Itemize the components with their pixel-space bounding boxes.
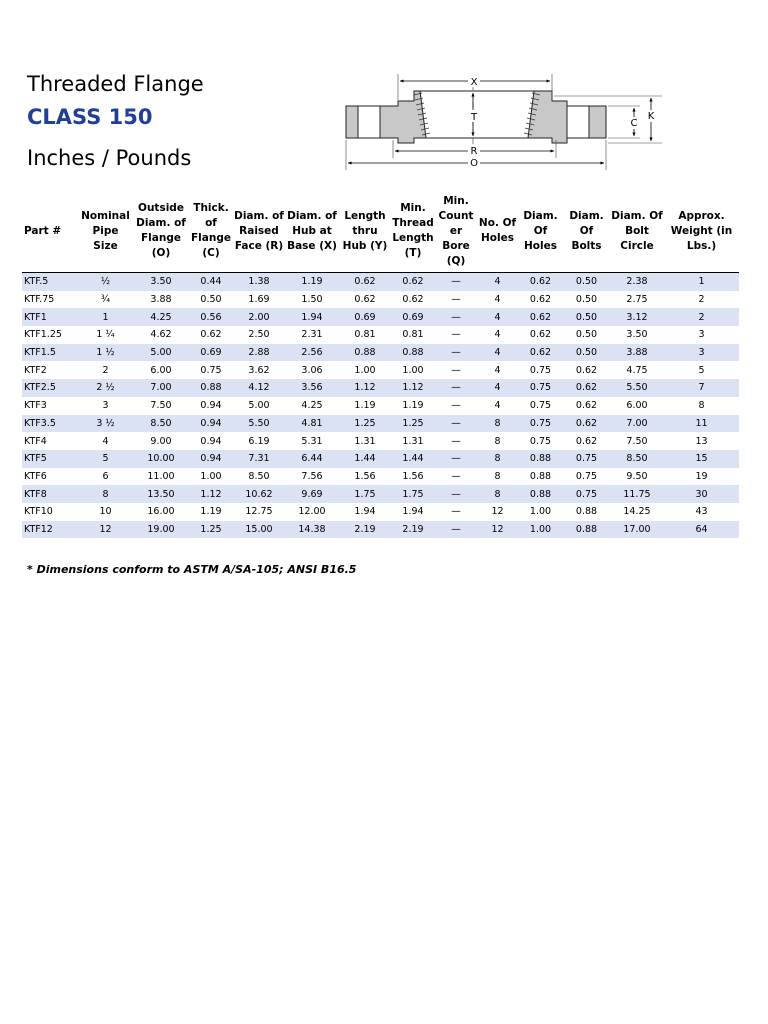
cell-part-number: KTF8 xyxy=(22,485,78,503)
cell-bolt-circle-diameter: 2.38 xyxy=(610,273,664,291)
cell-min-thread-length: 0.69 xyxy=(391,308,435,326)
cell-part-number: KTF3 xyxy=(22,397,78,415)
cell-nominal-pipe-size: 10 xyxy=(78,503,133,521)
cell-min-counter-bore: — xyxy=(435,344,477,362)
cell-min-counter-bore: — xyxy=(435,450,477,468)
footnote: * Dimensions conform to ASTM A/SA-105; ANSI B16.5 xyxy=(27,563,357,576)
label-x: X xyxy=(470,77,478,88)
cell-thickness: 0.44 xyxy=(189,273,233,291)
cell-nominal-pipe-size: 5 xyxy=(78,450,133,468)
cell-min-counter-bore: — xyxy=(435,273,477,291)
cell-thickness: 1.00 xyxy=(189,468,233,486)
cell-approx-weight: 13 xyxy=(664,432,739,450)
cell-min-thread-length: 1.12 xyxy=(391,379,435,397)
cell-number-of-holes: 4 xyxy=(477,308,518,326)
cell-bolt-circle-diameter: 14.25 xyxy=(610,503,664,521)
cell-min-thread-length: 1.25 xyxy=(391,415,435,433)
cell-hole-diameter: 0.75 xyxy=(518,379,563,397)
cell-outside-diameter: 16.00 xyxy=(133,503,189,521)
cell-hub-base-diameter: 1.50 xyxy=(285,291,339,309)
cell-min-counter-bore: — xyxy=(435,397,477,415)
cell-hub-base-diameter: 3.06 xyxy=(285,361,339,379)
cell-approx-weight: 2 xyxy=(664,291,739,309)
cell-hole-diameter: 0.62 xyxy=(518,326,563,344)
class-label: CLASS 150 xyxy=(27,105,153,129)
cell-min-thread-length: 1.94 xyxy=(391,503,435,521)
cell-approx-weight: 7 xyxy=(664,379,739,397)
cell-thickness: 1.12 xyxy=(189,485,233,503)
cell-bolt-diameter: 0.62 xyxy=(563,397,610,415)
cell-bolt-circle-diameter: 7.50 xyxy=(610,432,664,450)
table-row xyxy=(22,485,739,503)
cell-min-thread-length: 0.81 xyxy=(391,326,435,344)
cell-length-thru-hub: 1.12 xyxy=(339,379,391,397)
cell-hub-base-diameter: 9.69 xyxy=(285,485,339,503)
label-r: R xyxy=(470,146,478,157)
cell-thickness: 0.94 xyxy=(189,450,233,468)
cell-outside-diameter: 4.25 xyxy=(133,308,189,326)
header-min-counter-bore: Min. Count er Bore (Q) xyxy=(435,193,477,273)
header-bolt-circle-diameter: Diam. Of Bolt Circle xyxy=(610,193,664,273)
cell-nominal-pipe-size: 8 xyxy=(78,485,133,503)
cell-hub-base-diameter: 1.19 xyxy=(285,273,339,291)
header-bolt-diameter: Diam. Of Bolts xyxy=(563,193,610,273)
header-nominal-pipe-size: Nominal Pipe Size xyxy=(78,193,133,273)
cell-raised-face-diameter: 2.50 xyxy=(233,326,285,344)
cell-outside-diameter: 19.00 xyxy=(133,521,189,539)
cell-min-counter-bore: — xyxy=(435,326,477,344)
cell-bolt-diameter: 0.88 xyxy=(563,521,610,539)
cell-length-thru-hub: 2.19 xyxy=(339,521,391,539)
cell-length-thru-hub: 0.88 xyxy=(339,344,391,362)
cell-approx-weight: 3 xyxy=(664,344,739,362)
cell-nominal-pipe-size: 2 ½ xyxy=(78,379,133,397)
header-raised-face-diameter: Diam. of Raised Face (R) xyxy=(233,193,285,273)
cell-part-number: KTF.75 xyxy=(22,291,78,309)
cell-hole-diameter: 0.75 xyxy=(518,432,563,450)
cell-part-number: KTF4 xyxy=(22,432,78,450)
cell-min-counter-bore: — xyxy=(435,379,477,397)
table-row xyxy=(22,521,739,539)
cell-nominal-pipe-size: 4 xyxy=(78,432,133,450)
cell-bolt-diameter: 0.62 xyxy=(563,432,610,450)
label-k: K xyxy=(647,111,655,122)
cell-bolt-circle-diameter: 5.50 xyxy=(610,379,664,397)
cell-nominal-pipe-size: 1 ½ xyxy=(78,344,133,362)
cell-bolt-circle-diameter: 3.50 xyxy=(610,326,664,344)
cell-approx-weight: 15 xyxy=(664,450,739,468)
cell-bolt-diameter: 0.62 xyxy=(563,415,610,433)
cell-number-of-holes: 8 xyxy=(477,432,518,450)
cell-outside-diameter: 4.62 xyxy=(133,326,189,344)
cell-bolt-circle-diameter: 3.88 xyxy=(610,344,664,362)
cell-min-counter-bore: — xyxy=(435,432,477,450)
cell-min-thread-length: 0.62 xyxy=(391,273,435,291)
cell-nominal-pipe-size: ½ xyxy=(78,273,133,291)
table-row xyxy=(22,397,739,415)
cell-hole-diameter: 0.62 xyxy=(518,308,563,326)
cell-raised-face-diameter: 8.50 xyxy=(233,468,285,486)
cell-raised-face-diameter: 6.19 xyxy=(233,432,285,450)
cell-number-of-holes: 4 xyxy=(477,361,518,379)
cell-length-thru-hub: 1.56 xyxy=(339,468,391,486)
cell-thickness: 0.94 xyxy=(189,432,233,450)
cell-raised-face-diameter: 4.12 xyxy=(233,379,285,397)
header-part-number: Part # xyxy=(22,193,78,273)
cell-outside-diameter: 10.00 xyxy=(133,450,189,468)
cell-thickness: 0.88 xyxy=(189,379,233,397)
cell-length-thru-hub: 1.44 xyxy=(339,450,391,468)
cell-outside-diameter: 7.50 xyxy=(133,397,189,415)
cell-min-counter-bore: — xyxy=(435,485,477,503)
cell-number-of-holes: 8 xyxy=(477,450,518,468)
cell-raised-face-diameter: 12.75 xyxy=(233,503,285,521)
cell-min-thread-length: 1.19 xyxy=(391,397,435,415)
cell-hub-base-diameter: 4.81 xyxy=(285,415,339,433)
cell-bolt-diameter: 0.75 xyxy=(563,485,610,503)
cell-bolt-circle-diameter: 7.00 xyxy=(610,415,664,433)
flange-spec-table xyxy=(22,193,739,538)
cell-number-of-holes: 8 xyxy=(477,485,518,503)
cell-outside-diameter: 13.50 xyxy=(133,485,189,503)
table-row xyxy=(22,503,739,521)
cell-hub-base-diameter: 12.00 xyxy=(285,503,339,521)
cell-nominal-pipe-size: 2 xyxy=(78,361,133,379)
cell-approx-weight: 11 xyxy=(664,415,739,433)
bolt-hole-right xyxy=(567,106,589,138)
cell-bolt-circle-diameter: 3.12 xyxy=(610,308,664,326)
cell-part-number: KTF.5 xyxy=(22,273,78,291)
cell-min-counter-bore: — xyxy=(435,503,477,521)
header-hole-diameter: Diam. Of Holes xyxy=(518,193,563,273)
cell-raised-face-diameter: 15.00 xyxy=(233,521,285,539)
cell-outside-diameter: 6.00 xyxy=(133,361,189,379)
cell-bolt-circle-diameter: 8.50 xyxy=(610,450,664,468)
cell-part-number: KTF1 xyxy=(22,308,78,326)
cell-min-thread-length: 1.00 xyxy=(391,361,435,379)
cell-raised-face-diameter: 2.88 xyxy=(233,344,285,362)
cell-outside-diameter: 3.88 xyxy=(133,291,189,309)
table-row xyxy=(22,450,739,468)
cell-length-thru-hub: 0.81 xyxy=(339,326,391,344)
cell-outside-diameter: 5.00 xyxy=(133,344,189,362)
cell-bolt-diameter: 0.50 xyxy=(563,308,610,326)
cell-part-number: KTF6 xyxy=(22,468,78,486)
table-row xyxy=(22,432,739,450)
cell-nominal-pipe-size: 3 xyxy=(78,397,133,415)
cell-approx-weight: 3 xyxy=(664,326,739,344)
cell-hole-diameter: 0.88 xyxy=(518,468,563,486)
cell-min-thread-length: 0.62 xyxy=(391,291,435,309)
table-row xyxy=(22,415,739,433)
cell-thickness: 0.94 xyxy=(189,415,233,433)
cell-approx-weight: 30 xyxy=(664,485,739,503)
cell-part-number: KTF2 xyxy=(22,361,78,379)
header-outside-diameter: Outside Diam. of Flange (O) xyxy=(133,193,189,273)
header-thickness: Thick. of Flange (C) xyxy=(189,193,233,273)
cell-hub-base-diameter: 2.31 xyxy=(285,326,339,344)
cell-part-number: KTF3.5 xyxy=(22,415,78,433)
cell-number-of-holes: 4 xyxy=(477,273,518,291)
cell-hole-diameter: 0.88 xyxy=(518,485,563,503)
cell-part-number: KTF1.5 xyxy=(22,344,78,362)
cell-hub-base-diameter: 2.56 xyxy=(285,344,339,362)
cell-approx-weight: 8 xyxy=(664,397,739,415)
cell-raised-face-diameter: 10.62 xyxy=(233,485,285,503)
cell-length-thru-hub: 0.62 xyxy=(339,273,391,291)
cell-min-thread-length: 1.31 xyxy=(391,432,435,450)
cell-min-counter-bore: — xyxy=(435,308,477,326)
cell-bolt-diameter: 0.75 xyxy=(563,468,610,486)
cell-hub-base-diameter: 14.38 xyxy=(285,521,339,539)
cell-bolt-diameter: 0.50 xyxy=(563,291,610,309)
cell-bolt-diameter: 0.88 xyxy=(563,503,610,521)
cell-min-thread-length: 1.75 xyxy=(391,485,435,503)
cell-thickness: 0.56 xyxy=(189,308,233,326)
table-row xyxy=(22,344,739,362)
cell-approx-weight: 1 xyxy=(664,273,739,291)
cell-bolt-diameter: 0.50 xyxy=(563,344,610,362)
cell-approx-weight: 2 xyxy=(664,308,739,326)
table-body xyxy=(22,273,739,539)
cell-bolt-diameter: 0.62 xyxy=(563,361,610,379)
header-number-of-holes: No. Of Holes xyxy=(477,193,518,273)
cell-min-counter-bore: — xyxy=(435,521,477,539)
cell-bolt-diameter: 0.50 xyxy=(563,273,610,291)
cell-approx-weight: 43 xyxy=(664,503,739,521)
cell-number-of-holes: 4 xyxy=(477,397,518,415)
cell-thickness: 0.50 xyxy=(189,291,233,309)
cell-length-thru-hub: 0.62 xyxy=(339,291,391,309)
cell-number-of-holes: 8 xyxy=(477,468,518,486)
cell-hole-diameter: 0.75 xyxy=(518,361,563,379)
cell-nominal-pipe-size: 1 xyxy=(78,308,133,326)
header-hub-base-diameter: Diam. of Hub at Base (X) xyxy=(285,193,339,273)
cell-raised-face-diameter: 5.50 xyxy=(233,415,285,433)
label-o: O xyxy=(470,158,478,169)
cell-hole-diameter: 0.75 xyxy=(518,415,563,433)
cell-bolt-circle-diameter: 4.75 xyxy=(610,361,664,379)
page-title: Threaded Flange xyxy=(27,72,204,96)
cell-thickness: 0.94 xyxy=(189,397,233,415)
cell-thickness: 1.25 xyxy=(189,521,233,539)
cell-min-thread-length: 1.44 xyxy=(391,450,435,468)
cell-nominal-pipe-size: 6 xyxy=(78,468,133,486)
cell-number-of-holes: 12 xyxy=(477,521,518,539)
cell-hole-diameter: 0.62 xyxy=(518,273,563,291)
cell-hole-diameter: 0.62 xyxy=(518,344,563,362)
cell-part-number: KTF10 xyxy=(22,503,78,521)
cell-length-thru-hub: 1.00 xyxy=(339,361,391,379)
table-header-row xyxy=(22,193,739,273)
cell-part-number: KTF2.5 xyxy=(22,379,78,397)
cell-part-number: KTF1.25 xyxy=(22,326,78,344)
cell-number-of-holes: 4 xyxy=(477,379,518,397)
header-approx-weight: Approx. Weight (in Lbs.) xyxy=(664,193,739,273)
cell-thickness: 0.75 xyxy=(189,361,233,379)
cell-min-counter-bore: — xyxy=(435,415,477,433)
cell-hole-diameter: 0.62 xyxy=(518,291,563,309)
cell-outside-diameter: 8.50 xyxy=(133,415,189,433)
cell-hub-base-diameter: 4.25 xyxy=(285,397,339,415)
cell-length-thru-hub: 0.69 xyxy=(339,308,391,326)
cell-length-thru-hub: 1.19 xyxy=(339,397,391,415)
flange-cross-section-diagram xyxy=(340,72,665,172)
units-label: Inches / Pounds xyxy=(27,146,192,170)
cell-length-thru-hub: 1.75 xyxy=(339,485,391,503)
cell-number-of-holes: 8 xyxy=(477,415,518,433)
cell-bolt-circle-diameter: 9.50 xyxy=(610,468,664,486)
cell-hole-diameter: 1.00 xyxy=(518,503,563,521)
cell-number-of-holes: 12 xyxy=(477,503,518,521)
label-t: T xyxy=(470,112,478,123)
bolt-hole-left xyxy=(358,106,380,138)
cell-bolt-circle-diameter: 17.00 xyxy=(610,521,664,539)
cell-raised-face-diameter: 7.31 xyxy=(233,450,285,468)
cell-approx-weight: 19 xyxy=(664,468,739,486)
cell-nominal-pipe-size: ¾ xyxy=(78,291,133,309)
cell-hub-base-diameter: 3.56 xyxy=(285,379,339,397)
cell-approx-weight: 64 xyxy=(664,521,739,539)
cell-bolt-diameter: 0.75 xyxy=(563,450,610,468)
cell-raised-face-diameter: 1.69 xyxy=(233,291,285,309)
cell-min-counter-bore: — xyxy=(435,291,477,309)
cell-hub-base-diameter: 6.44 xyxy=(285,450,339,468)
cell-min-thread-length: 1.56 xyxy=(391,468,435,486)
cell-hole-diameter: 1.00 xyxy=(518,521,563,539)
cell-number-of-holes: 4 xyxy=(477,326,518,344)
cell-thickness: 0.69 xyxy=(189,344,233,362)
table-row xyxy=(22,379,739,397)
cell-min-thread-length: 0.88 xyxy=(391,344,435,362)
cell-hole-diameter: 0.75 xyxy=(518,397,563,415)
cell-min-thread-length: 2.19 xyxy=(391,521,435,539)
cell-thickness: 0.62 xyxy=(189,326,233,344)
table-row xyxy=(22,468,739,486)
cell-nominal-pipe-size: 3 ½ xyxy=(78,415,133,433)
table-row xyxy=(22,361,739,379)
header-length-thru-hub: Length thru Hub (Y) xyxy=(339,193,391,273)
cell-outside-diameter: 11.00 xyxy=(133,468,189,486)
cell-raised-face-diameter: 3.62 xyxy=(233,361,285,379)
cell-length-thru-hub: 1.94 xyxy=(339,503,391,521)
cell-number-of-holes: 4 xyxy=(477,344,518,362)
cell-length-thru-hub: 1.25 xyxy=(339,415,391,433)
cell-thickness: 1.19 xyxy=(189,503,233,521)
cell-bolt-diameter: 0.50 xyxy=(563,326,610,344)
cell-hole-diameter: 0.88 xyxy=(518,450,563,468)
cell-outside-diameter: 7.00 xyxy=(133,379,189,397)
cell-hub-base-diameter: 1.94 xyxy=(285,308,339,326)
cell-outside-diameter: 9.00 xyxy=(133,432,189,450)
table-row xyxy=(22,326,739,344)
cell-raised-face-diameter: 2.00 xyxy=(233,308,285,326)
cell-number-of-holes: 4 xyxy=(477,291,518,309)
label-c: C xyxy=(630,118,638,129)
cell-raised-face-diameter: 5.00 xyxy=(233,397,285,415)
cell-hub-base-diameter: 7.56 xyxy=(285,468,339,486)
cell-bolt-circle-diameter: 11.75 xyxy=(610,485,664,503)
cell-part-number: KTF5 xyxy=(22,450,78,468)
table-row xyxy=(22,273,739,291)
cell-bolt-circle-diameter: 2.75 xyxy=(610,291,664,309)
header-min-thread-length: Min. Thread Length (T) xyxy=(391,193,435,273)
cell-nominal-pipe-size: 1 ¼ xyxy=(78,326,133,344)
cell-approx-weight: 5 xyxy=(664,361,739,379)
table-row xyxy=(22,308,739,326)
cell-min-counter-bore: — xyxy=(435,468,477,486)
cell-bolt-circle-diameter: 6.00 xyxy=(610,397,664,415)
cell-outside-diameter: 3.50 xyxy=(133,273,189,291)
cell-min-counter-bore: — xyxy=(435,361,477,379)
cell-hub-base-diameter: 5.31 xyxy=(285,432,339,450)
cell-bolt-diameter: 0.62 xyxy=(563,379,610,397)
table-row xyxy=(22,291,739,309)
cell-nominal-pipe-size: 12 xyxy=(78,521,133,539)
cell-length-thru-hub: 1.31 xyxy=(339,432,391,450)
cell-part-number: KTF12 xyxy=(22,521,78,539)
cell-raised-face-diameter: 1.38 xyxy=(233,273,285,291)
